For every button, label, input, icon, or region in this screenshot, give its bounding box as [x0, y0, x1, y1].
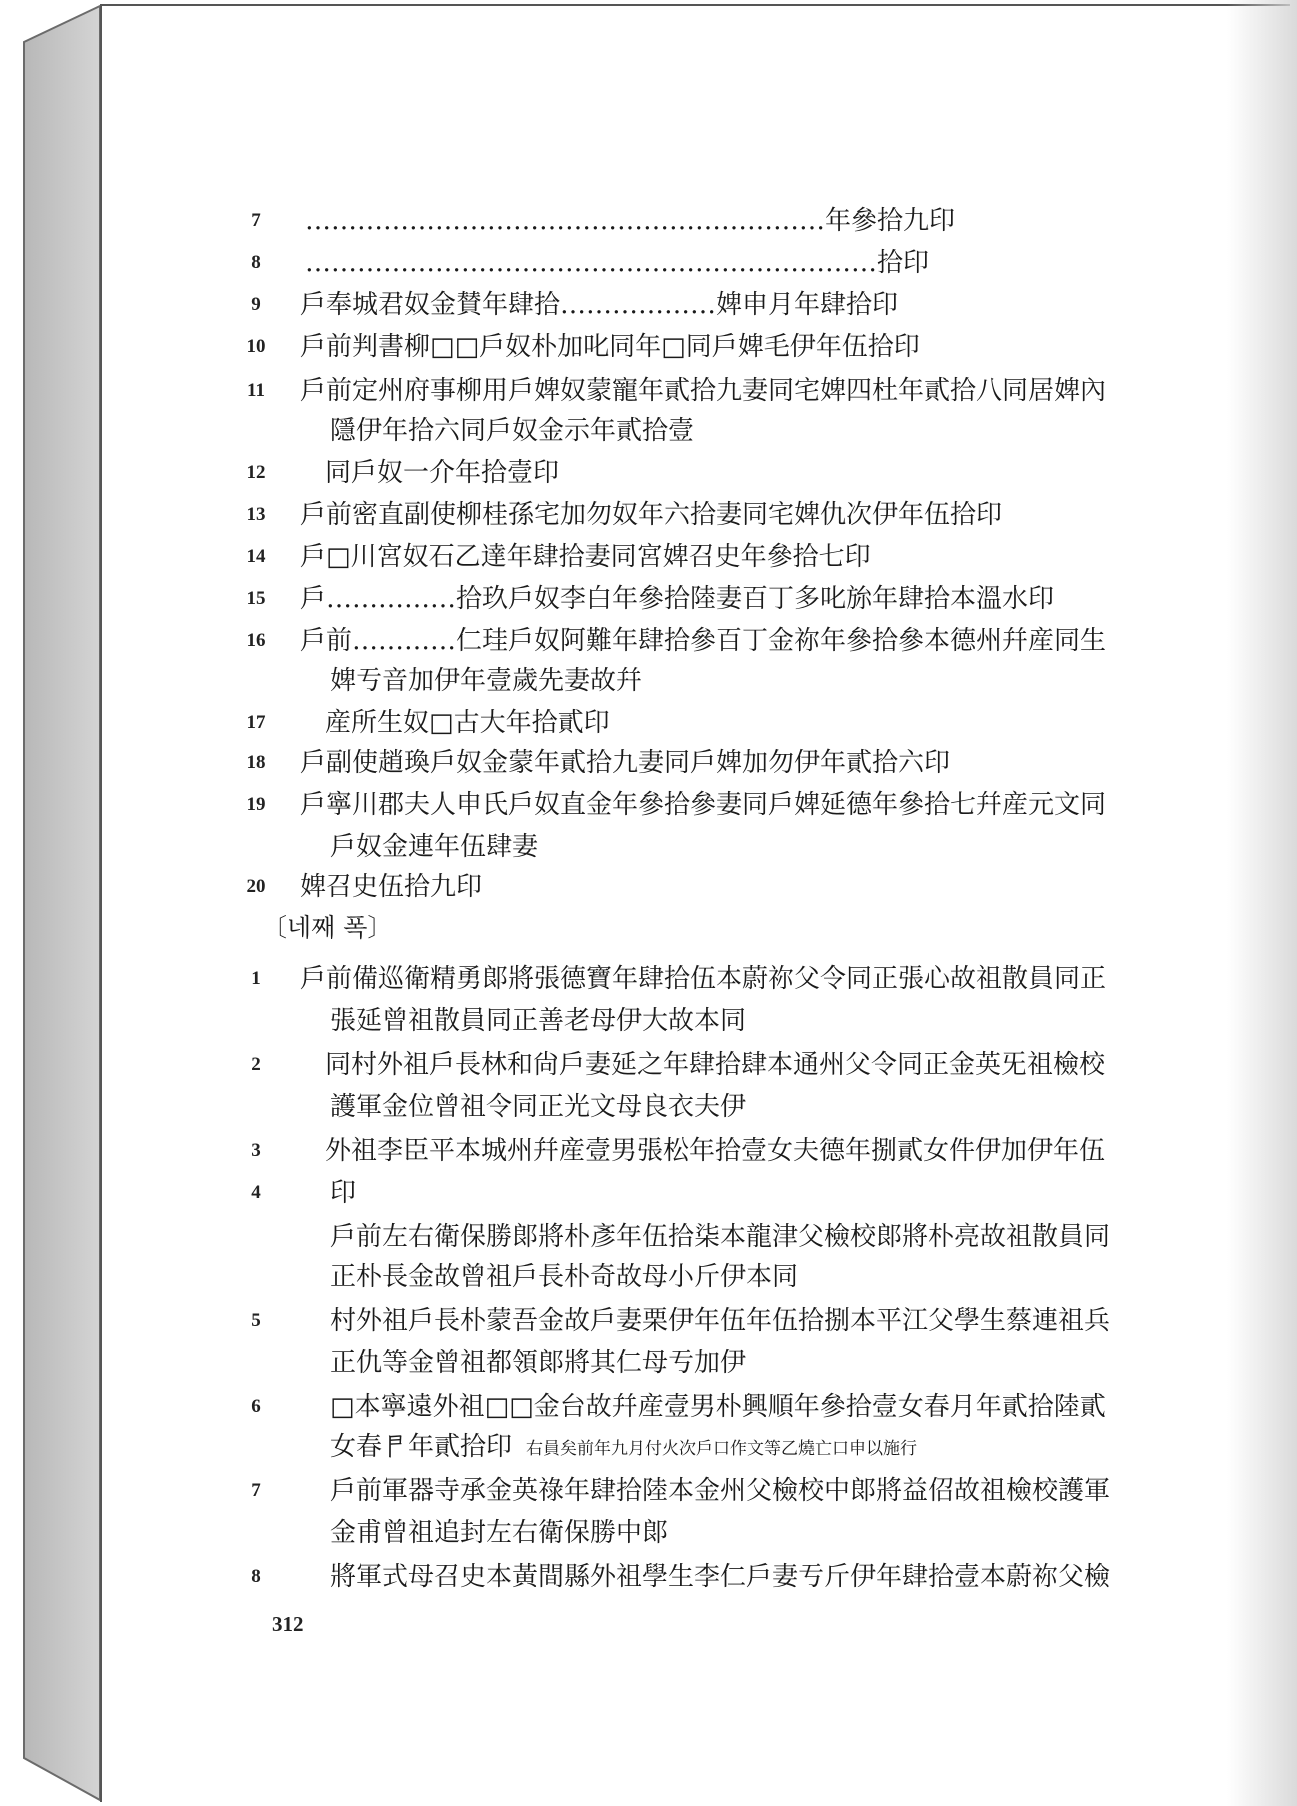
text-line [0, 1044, 1297, 1084]
line-number: 12 [246, 462, 266, 483]
text-line [0, 1556, 1297, 1596]
text-line [0, 742, 1297, 782]
line-text: 戶前密直副使柳桂孫宅加勿奴年六拾妻同宅婢仇次伊年伍拾印 [300, 500, 1003, 530]
text-line [0, 1342, 1297, 1382]
line-text: 戶……………拾玖戶奴李白年參拾陸妻百丁多叱旀年肆拾本溫水印 [300, 584, 1055, 614]
line-text: 隱伊年拾六同戶奴金示年貳拾壹 [330, 416, 695, 446]
line-text: 護軍金位曾祖令同正光文母良衣夫伊 [330, 1092, 747, 1122]
text-line [0, 242, 1297, 282]
text-line [0, 620, 1297, 660]
line-text: 金甫曾祖追封左右衛保勝中郞 [330, 1518, 669, 1548]
line-annotation: 右員矣前年九月付火次戶口作文等乙燒亡口申以施行 [526, 1439, 917, 1459]
line-text: 産所生奴□古大年拾貳印 [325, 708, 610, 738]
text-line [0, 452, 1297, 492]
text-line [0, 494, 1297, 534]
line-text: 戶副使趙瑍戶奴金蒙年貳拾九妻同戶婢加勿伊年貳拾六印 [300, 748, 951, 778]
line-text: 女春𠁣年貳拾印 [330, 1432, 513, 1462]
line-text: □本寧遠外祖□□金台故幷産壹男朴興順年參拾壹女春月年貳拾陸貳 [330, 1392, 1106, 1422]
line-number: 10 [246, 336, 266, 357]
page-number: 312 [272, 1612, 304, 1636]
line-text: 村外祖戶長朴蒙吾金故戶妻栗伊年伍年伍拾捌本平江父學生蔡連祖兵 [330, 1306, 1111, 1336]
text-line [0, 660, 1297, 700]
line-number: 15 [246, 588, 266, 609]
line-text: 戶奴金連年伍肆妻 [330, 832, 539, 862]
line-number: 17 [246, 712, 266, 733]
line-text: 戶前備巡衛精勇郞將張德寶年肆拾伍本蔚祢父令同正張心故祖散員同正 [300, 964, 1107, 994]
section-header: 〔네째 폭〕 [262, 913, 393, 942]
line-text: 婢亐音加伊年壹歲先妻故幷 [330, 666, 643, 696]
text-line [0, 1512, 1297, 1552]
text-line [0, 958, 1297, 998]
line-number: 14 [246, 546, 266, 567]
line-number: 7 [251, 210, 261, 231]
line-number: 2 [251, 1054, 261, 1075]
text-line [0, 578, 1297, 618]
line-text: 戶前判書柳□□戶奴朴加叱同年□同戶婢毛伊年伍拾印 [300, 332, 920, 362]
text-line [0, 866, 1297, 906]
line-number: 1 [251, 968, 261, 989]
text-line [0, 410, 1297, 450]
text-line [0, 1172, 1297, 1212]
text-line [0, 702, 1297, 742]
line-text: 戶□川宮奴石乙達年肆拾妻同宮婢召史年參拾七印 [300, 542, 871, 572]
line-number: 13 [246, 504, 266, 525]
line-text: 戶寧川郡夫人申氏戶奴直金年參拾參妻同戶婢延德年參拾七幷産元文同 [300, 790, 1107, 820]
line-number: 5 [251, 1310, 261, 1331]
line-number: 11 [247, 380, 265, 401]
line-number: 9 [251, 294, 261, 315]
text-line [0, 1386, 1297, 1426]
text-line [0, 370, 1297, 410]
text-line [0, 1130, 1297, 1170]
line-number: 20 [246, 876, 266, 897]
line-number: 19 [246, 794, 266, 815]
text-line [0, 1470, 1297, 1510]
line-text: 印 [330, 1178, 357, 1208]
line-text: 同村外祖戶長林和尙戶妻延之年肆拾肆本通州父令同正金英旡祖檢校 [325, 1050, 1106, 1080]
text-line [0, 1256, 1297, 1296]
line-text: 婢召史伍拾九印 [300, 872, 483, 902]
text-line [0, 326, 1297, 366]
text-line [0, 1300, 1297, 1340]
line-text: 同戶奴一介年拾壹印 [325, 458, 560, 488]
line-text: 戶前軍器寺承金英祿年肆拾陸本金州父檢校中郞將益佋故祖檢校護軍 [330, 1476, 1111, 1506]
text-line [0, 1000, 1297, 1040]
text-line [0, 536, 1297, 576]
text-line [0, 784, 1297, 824]
line-number: 7 [251, 1480, 261, 1501]
text-line [0, 200, 1297, 240]
line-number: 8 [251, 1566, 261, 1587]
line-number: 16 [246, 630, 266, 651]
line-text: 張延曾祖散員同正善老母伊大故本同 [330, 1006, 747, 1036]
line-text: 正仇等金曾祖都領郞將其仁母亐加伊 [330, 1348, 747, 1378]
line-text: 戶前左右衛保勝郞將朴彥年伍拾柒本龍津父檢校郞將朴亮故祖散員同 [330, 1222, 1111, 1252]
text-line [0, 1426, 1297, 1466]
line-text: 戶前…………仁珪戶奴阿難年肆拾參百丁金祢年參拾參本德州幷産同生 [300, 626, 1107, 656]
line-number: 4 [251, 1182, 261, 1203]
line-text: 將軍式母召史本黃間縣外祖學生李仁戶妻亐斤伊年肆拾壹本蔚祢父檢 [330, 1562, 1111, 1592]
text-line [0, 1216, 1297, 1256]
line-text: 戶奉城君奴金賛年肆拾………………婢申月年肆拾印 [300, 290, 899, 320]
line-text: …………………………………………………………拾印 [305, 248, 930, 278]
line-number: 8 [251, 252, 261, 273]
line-text: ……………………………………………………年參拾九印 [305, 206, 956, 236]
line-text: 戶前定州府事柳用戶婢奴蒙寵年貳拾九妻同宅婢四杜年貳拾八同居婢內 [300, 376, 1107, 406]
line-number: 6 [251, 1396, 261, 1417]
text-line [0, 284, 1297, 324]
line-text: 外祖李臣平本城州幷産壹男張松年拾壹女夫德年捌貳女件伊加伊年伍 [325, 1136, 1106, 1166]
text-line [0, 826, 1297, 866]
line-number: 3 [251, 1140, 261, 1161]
line-text: 正朴長金故曾祖戶長朴奇故母小斤伊本同 [330, 1262, 799, 1292]
line-number: 18 [246, 752, 266, 773]
text-line [0, 1086, 1297, 1126]
